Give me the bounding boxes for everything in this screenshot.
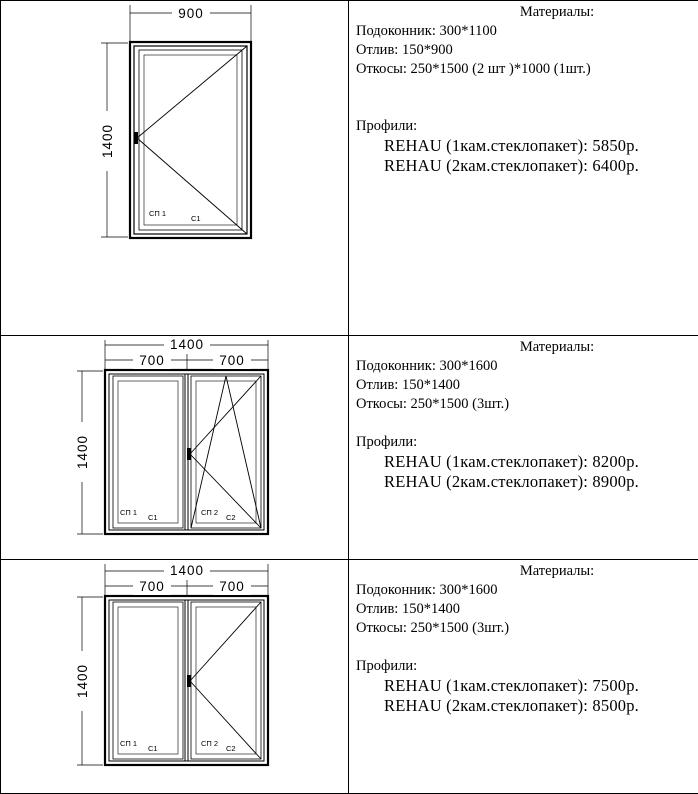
handle-icon (134, 132, 138, 144)
materials-title: Материалы: (356, 338, 698, 357)
profile-price-1: REHAU (1кам.стеклопакет): 8200р. (356, 452, 698, 472)
right-width-label: 700 (219, 353, 245, 368)
sash-label: СП 1 (120, 739, 137, 748)
slopes-line: Откосы: 250*1500 (2 шт )*1000 (1шт.) (356, 60, 698, 79)
glass-label: С2 (226, 513, 236, 522)
table-row (1, 336, 698, 560)
left-width-label: 700 (139, 579, 165, 594)
drip-line: Отлив: 150*1400 (356, 376, 698, 395)
glass-label: С1 (191, 214, 201, 223)
table-row (1, 560, 698, 794)
height-label: 1400 (75, 435, 90, 469)
total-width-label: 1400 (170, 337, 204, 352)
glass-label: С2 (226, 744, 236, 753)
materials-cell (349, 336, 698, 560)
profiles-title: Профили: (356, 657, 698, 676)
profile-price-2: REHAU (2кам.стеклопакет): 6400р. (356, 156, 698, 176)
windowsill-line: Подоконник: 300*1100 (356, 22, 698, 41)
profiles-title: Профили: (356, 433, 698, 452)
window-drawing-cell (1, 560, 349, 794)
materials-title: Материалы: (356, 3, 698, 22)
width-label: 900 (178, 6, 204, 21)
materials-title: Материалы: (356, 562, 698, 581)
windowsill-line: Подоконник: 300*1600 (356, 357, 698, 376)
profile-price-1: REHAU (1кам.стеклопакет): 5850р. (356, 136, 698, 156)
glass-label: С1 (148, 744, 158, 753)
table-row (1, 1, 698, 336)
sash-label: СП 2 (201, 739, 218, 748)
double-sash-window-drawing (1, 560, 348, 788)
profile-price-1: REHAU (1кам.стеклопакет): 7500р. (356, 676, 698, 696)
sash-label: СП 2 (201, 508, 218, 517)
handle-icon (187, 448, 191, 460)
total-width-label: 1400 (170, 563, 204, 578)
materials-cell (349, 560, 698, 794)
drip-line: Отлив: 150*1400 (356, 600, 698, 619)
drip-line: Отлив: 150*900 (356, 41, 698, 60)
slopes-line: Откосы: 250*1500 (3шт.) (356, 619, 698, 638)
window-drawing-cell (1, 1, 349, 336)
handle-icon (187, 675, 191, 687)
left-width-label: 700 (139, 353, 165, 368)
double-sash-window-drawing (1, 336, 348, 554)
single-sash-window-drawing (1, 1, 348, 330)
windowsill-line: Подоконник: 300*1600 (356, 581, 698, 600)
sash-label: СП 1 (120, 508, 137, 517)
glass-label: С1 (148, 513, 158, 522)
right-width-label: 700 (219, 579, 245, 594)
materials-cell (349, 1, 698, 336)
profile-price-2: REHAU (2кам.стеклопакет): 8900р. (356, 472, 698, 492)
sash-label: СП 1 (149, 209, 166, 218)
height-label: 1400 (75, 664, 90, 698)
slopes-line: Откосы: 250*1500 (3шт.) (356, 395, 698, 414)
profile-price-2: REHAU (2кам.стеклопакет): 8500р. (356, 696, 698, 716)
profiles-title: Профили: (356, 117, 698, 136)
height-label: 1400 (100, 124, 115, 158)
window-drawing-cell (1, 336, 349, 560)
